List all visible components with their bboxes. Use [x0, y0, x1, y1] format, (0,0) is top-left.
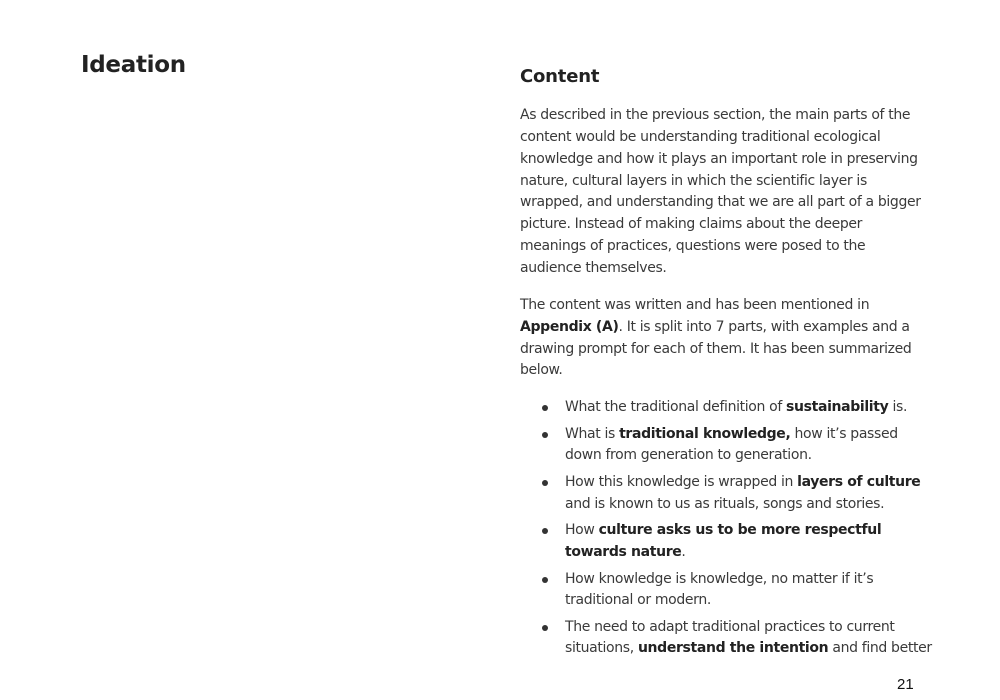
bold-span: layers of culture — [797, 474, 921, 490]
text-span: is. — [888, 399, 908, 415]
text-span: situations, — [565, 640, 638, 656]
text-line: and is known to us as rituals, songs and stories. — [565, 496, 885, 512]
bullet-icon — [542, 625, 548, 631]
text-line — [565, 520, 881, 540]
text-span: How this knowledge is wrapped in — [565, 474, 798, 490]
text-line: As described in the previous section, the main parts of the — [520, 107, 911, 123]
text-line: The need to adapt traditional practices to current — [565, 619, 895, 635]
text-line: traditional or modern. — [565, 592, 711, 608]
text-span: how it’s passed — [790, 426, 898, 442]
appendix-reference: Appendix (A) — [520, 319, 619, 335]
text-line: audience themselves. — [520, 260, 667, 276]
text-line: knowledge and how it plays an important role in preserving — [520, 151, 918, 167]
bullet-icon — [542, 528, 548, 534]
section-heading: Content — [520, 66, 600, 87]
bullet-icon — [542, 405, 548, 411]
text-line: nature, cultural layers in which the scientific layer is — [520, 173, 867, 189]
bold-span: sustainability — [786, 399, 889, 415]
text-line: wrapped, and understanding that we are all part of a bigger — [520, 194, 921, 210]
text-line: content would be understanding traditional ecological — [520, 129, 881, 145]
page-title: Ideation — [81, 52, 186, 78]
bold-span: culture asks us to be more respectful — [598, 522, 882, 538]
page-number: 21 — [897, 676, 914, 693]
text-line: How knowledge is knowledge, no matter if it’s — [565, 571, 874, 587]
text-line — [565, 472, 920, 492]
text-line — [565, 424, 898, 444]
text-line — [565, 542, 686, 562]
text-line: meanings of practices, questions were posed to the — [520, 238, 866, 254]
text-line — [565, 638, 932, 658]
bold-span: understand the intention — [637, 640, 829, 656]
text-span: What is — [565, 426, 620, 442]
text-span: . — [681, 544, 686, 560]
text-span: What the traditional definition of — [565, 399, 787, 415]
text-line: below. — [520, 362, 563, 378]
bullet-icon — [542, 432, 548, 438]
text-line: drawing prompt for each of them. It has been summarized — [520, 341, 912, 357]
text-line: down from generation to generation. — [565, 447, 812, 463]
text-line: The content was written and has been mentioned in — [520, 297, 870, 313]
bold-span: traditional knowledge, — [619, 426, 791, 442]
bullet-icon — [542, 480, 548, 486]
bold-span: towards nature — [565, 544, 682, 560]
text-line: picture. Instead of making claims about the deeper — [520, 216, 863, 232]
text-span: . It is split into 7 parts, with examples and a — [618, 319, 910, 335]
text-span: How — [565, 522, 599, 538]
text-line — [520, 317, 910, 337]
bullet-icon — [542, 577, 548, 583]
text-line — [565, 397, 907, 417]
text-span: and find better — [828, 640, 932, 656]
